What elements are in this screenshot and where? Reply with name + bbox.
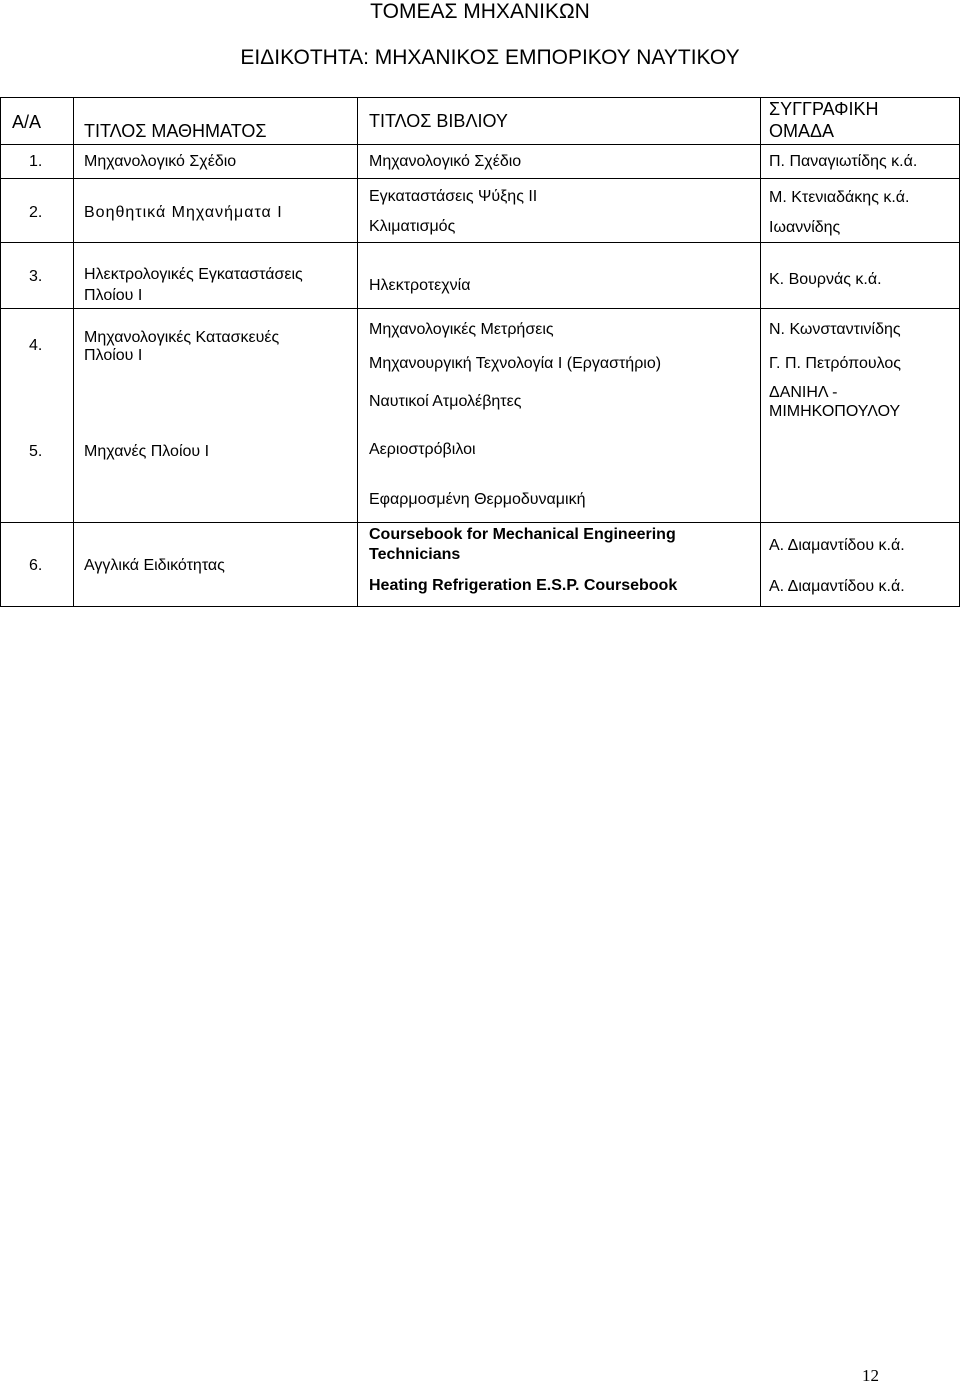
author: Κ. Βουρνάς κ.ά. [769, 271, 882, 288]
book-title: Κλιματισμός [369, 218, 456, 235]
book-title: Technicians [369, 546, 461, 563]
author: Π. Παναγιωτίδης κ.ά. [769, 153, 918, 170]
book-title: Ναυτικοί Ατμολέβητες [369, 393, 522, 410]
book-title: Μηχανολογικό Σχέδιο [369, 153, 522, 170]
col-header-authors-2: ΟΜΑΔΑ [769, 121, 835, 141]
department-title: ΤΟΜΕΑΣ ΜΗΧΑΝΙΚΩΝ [370, 0, 590, 23]
author: Α. Διαμαντίδου κ.ά. [769, 578, 905, 595]
author: Ν. Κωνσταντινίδης [769, 321, 901, 338]
book-title: Μηχανολογικές Μετρήσεις [369, 321, 554, 338]
row-number: 5. [29, 443, 43, 460]
author: Γ. Π. Πετρόπουλος [769, 355, 901, 372]
course-title: Μηχανολογικό Σχέδιο [84, 153, 237, 170]
book-title: Μηχανουργική Τεχνολογία Ι (Εργαστήριο) [369, 355, 662, 372]
course-title: Αγγλικά Ειδικότητας [84, 557, 225, 574]
book-title: Ηλεκτροτεχνία [369, 277, 471, 294]
row-number: 3. [29, 268, 43, 285]
book-title: Αεριοστρόβιλοι [369, 441, 476, 458]
author: ΔΑΝΙΗΛ - [769, 384, 838, 401]
row-number: 6. [29, 557, 43, 574]
col-header-aa: Α/Α [12, 112, 42, 132]
author: Ιωαννίδης [769, 219, 841, 236]
course-title: Βοηθητικά Μηχανήματα Ι [84, 204, 283, 221]
row-number: 2. [29, 204, 43, 221]
row-number: 4. [29, 337, 43, 354]
col-header-course: ΤΙΤΛΟΣ ΜΑΘΗΜΑΤΟΣ [84, 121, 267, 141]
course-title: Ηλεκτρολογικές Εγκαταστάσεις [84, 266, 303, 283]
author: Μ. Κτενιαδάκης κ.ά. [769, 189, 910, 206]
book-title: Εγκαταστάσεις Ψύξης ΙΙ [369, 188, 538, 205]
author: Α. Διαμαντίδου κ.ά. [769, 537, 905, 554]
specialty-title: ΕΙΔΙΚΟΤΗΤΑ: ΜΗΧΑΝΙΚΟΣ ΕΜΠΟΡΙΚΟΥ ΝΑΥΤΙΚΟΥ [240, 46, 740, 69]
author: ΜΙΜΗΚΟΠΟΥΛΟΥ [769, 403, 901, 420]
course-title: Πλοίου Ι [84, 287, 143, 304]
col-header-authors-1: ΣΥΓΓΡΑΦΙΚΗ [769, 99, 879, 119]
col-header-book: ΤΙΤΛΟΣ ΒΙΒΛΙΟΥ [369, 111, 508, 131]
course-title: Μηχανολογικές Κατασκευές [84, 329, 280, 346]
course-title: Πλοίου Ι [84, 347, 143, 364]
page-number: 12 [862, 1366, 879, 1385]
book-title: Heating Refrigeration E.S.P. Coursebook [369, 577, 678, 594]
row-number: 1. [29, 153, 43, 170]
course-title: Μηχανές Πλοίου Ι [84, 443, 210, 460]
book-title: Coursebook for Mechanical Engineering [369, 526, 676, 543]
book-title: Εφαρμοσμένη Θερμοδυναμική [369, 491, 586, 508]
